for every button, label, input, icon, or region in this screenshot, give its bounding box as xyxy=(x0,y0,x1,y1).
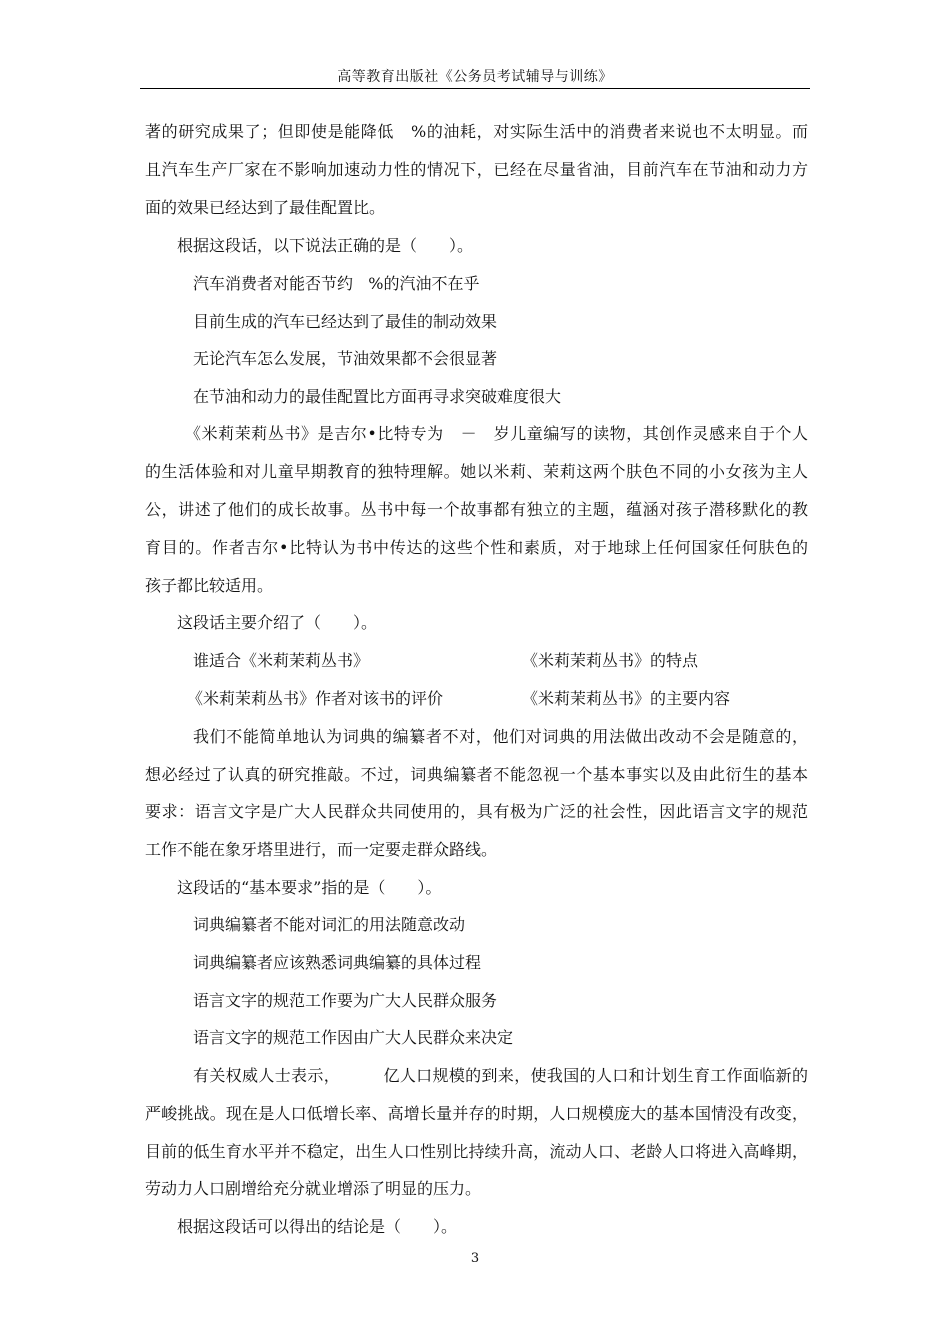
page-header: 高等教育出版社《公务员考试辅导与训练》 xyxy=(337,69,613,85)
passage3-line-3: 要求：语言文字是广大人民群众共同使用的，具有极为广泛的社会性，因此语言文字的规范 xyxy=(145,802,808,821)
passage2-option-c: 《米莉茉莉丛书》作者对该书的评价 xyxy=(187,689,444,708)
passage3-question: 这段话的“基本要求”指的是（ ）。 xyxy=(177,878,442,897)
passage2-line-4: 育目的。作者吉尔•比特认为书中传达的这些个性和素质，对于地球上任何国家任何肤色的 xyxy=(145,538,808,557)
passage1-line-3: 面的效果已经达到了最佳配置比。 xyxy=(145,198,386,217)
passage3-option-b: 词典编纂者应该熟悉词典编纂的具体过程 xyxy=(193,953,482,972)
passage3-line-1: 我们不能简单地认为词典的编纂者不对，他们对词典的用法做出改动不会是随意的， xyxy=(193,727,808,746)
passage3-option-a: 词典编纂者不能对词汇的用法随意改动 xyxy=(193,915,466,934)
passage2-line-5: 孩子都比较适用。 xyxy=(145,576,274,595)
passage1-question: 根据这段话，以下说法正确的是（ ）。 xyxy=(177,236,474,255)
passage4-line-2: 严峻挑战。现在是人口低增长率、高增长量并存的时期，人口规模庞大的基本国情没有改变， xyxy=(145,1104,808,1123)
passage4-line-4: 劳动力人口剧增给充分就业增添了明显的压力。 xyxy=(145,1179,482,1198)
passage2-line-2: 的生活体验和对儿童早期教育的独特理解。她以米莉、茉莉这两个肤色不同的小女孩为主人 xyxy=(145,462,808,481)
passage2-option-a: 谁适合《米莉茉莉丛书》 xyxy=(193,651,370,670)
passage3-line-4: 工作不能在象牙塔里进行，而一定要走群众路线。 xyxy=(145,840,498,859)
passage2-option-b: 《米莉茉莉丛书》的特点 xyxy=(522,651,699,670)
passage1-line-2: 且汽车生产厂家在不影响加速动力性的情况下，已经在尽量省油，目前汽车在节油和动力方 xyxy=(145,160,808,179)
page-number: 3 xyxy=(470,1251,480,1266)
passage2-option-d: 《米莉茉莉丛书》的主要内容 xyxy=(522,689,731,708)
passage1-option-c: 无论汽车怎么发展，节油效果都不会很显著 xyxy=(193,349,498,368)
passage1-line-1: 著的研究成果了；但即使是能降低 %的油耗，对实际生活中的消费者来说也不太明显。而 xyxy=(145,122,808,141)
passage1-option-d: 在节油和动力的最佳配置比方面再寻求突破难度很大 xyxy=(193,387,562,406)
passage1-option-b: 目前生成的汽车已经达到了最佳的制动效果 xyxy=(193,312,498,331)
passage3-line-2: 想必经过了认真的研究推敲。不过，词典编纂者不能忽视一个基本事实以及由此衍生的基本 xyxy=(145,765,808,784)
passage2-question: 这段话主要介绍了（ ）。 xyxy=(177,613,378,632)
passage4-line-1: 有关权威人士表示， 亿人口规模的到来，使我国的人口和计划生育工作面临新的 xyxy=(193,1066,808,1085)
header-rule xyxy=(140,88,810,89)
passage2-line-1: 《米莉茉莉丛书》是吉尔•比特专为 － 岁儿童编写的读物，其创作灵感来自于个人 xyxy=(185,424,808,443)
passage4-line-3: 目前的低生育水平并不稳定，出生人口性别比持续升高，流动人口、老龄人口将进入高峰期， xyxy=(145,1142,808,1161)
passage2-line-3: 公，讲述了他们的成长故事。丛书中每一个故事都有独立的主题，蕴涵对孩子潜移默化的教 xyxy=(145,500,808,519)
passage1-option-a: 汽车消费者对能否节约 %的汽油不在乎 xyxy=(193,274,480,293)
passage3-option-c: 语言文字的规范工作要为广大人民群众服务 xyxy=(193,991,498,1010)
passage4-question: 根据这段话可以得出的结论是（ ）。 xyxy=(177,1217,458,1236)
passage3-option-d: 语言文字的规范工作因由广大人民群众来决定 xyxy=(193,1028,514,1047)
